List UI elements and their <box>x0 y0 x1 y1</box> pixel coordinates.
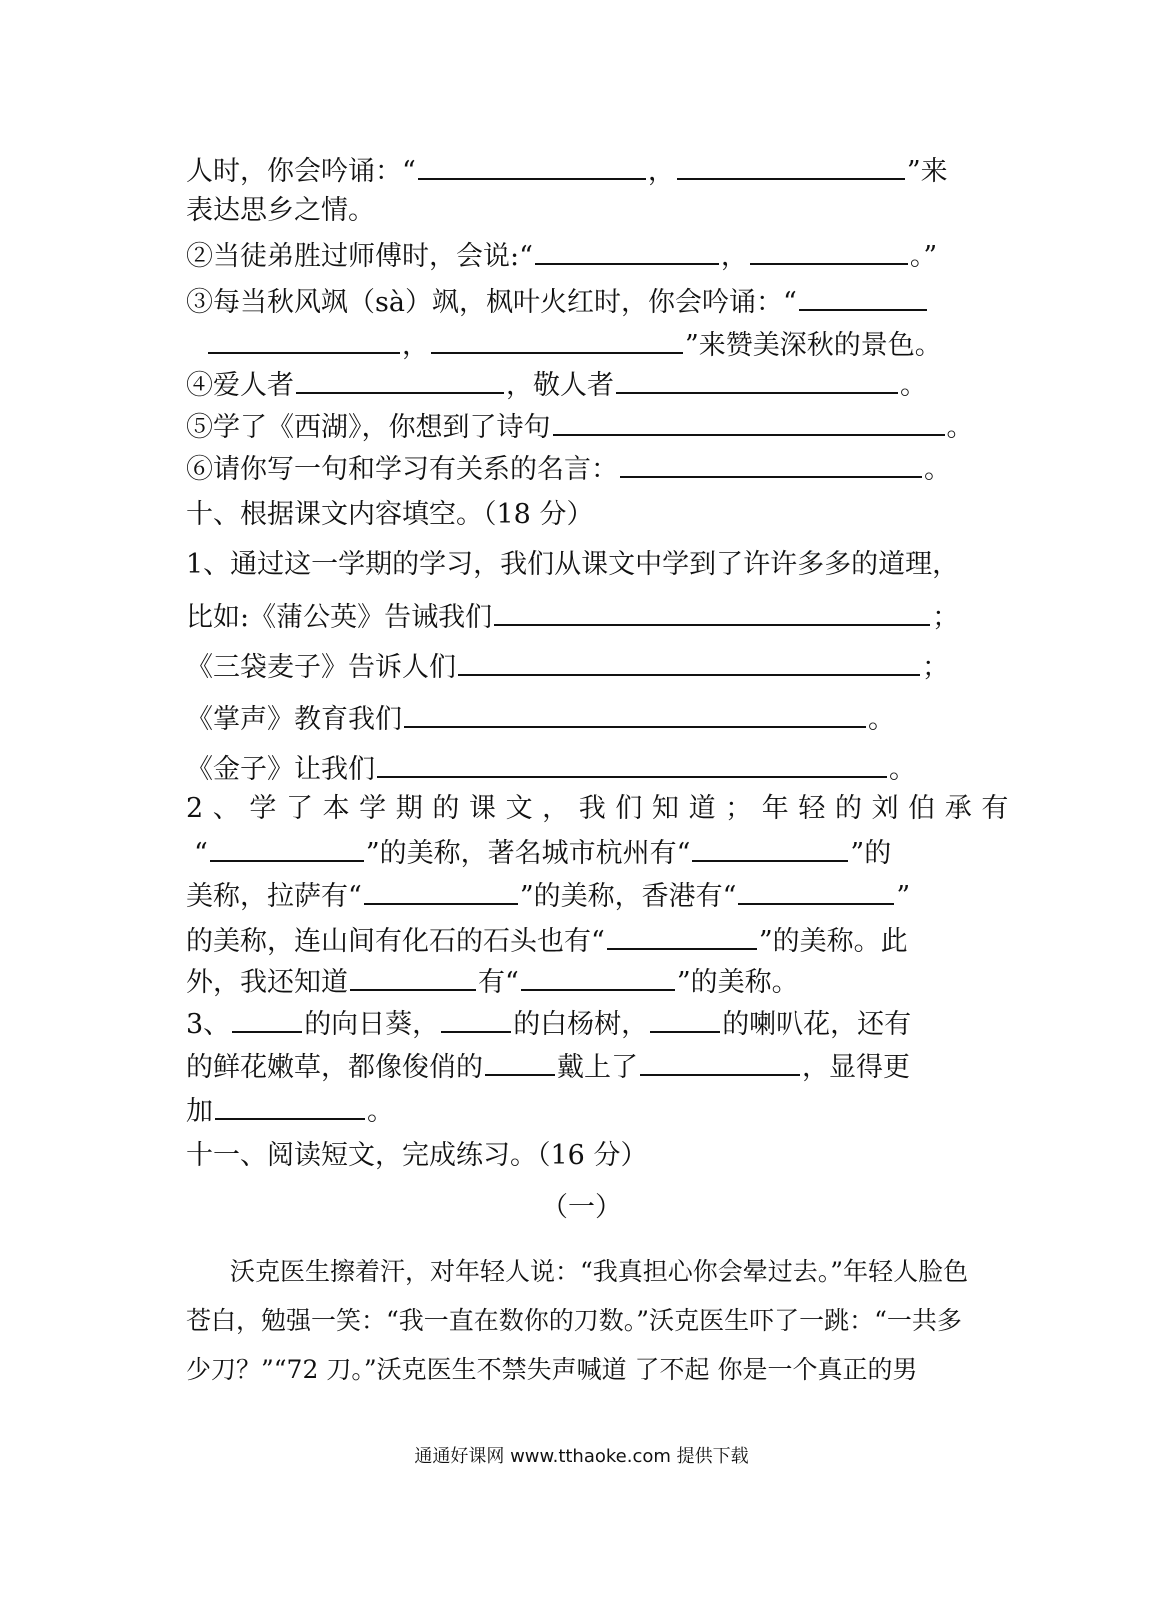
text: ⑤学了《西湖》，你想到了诗句 <box>186 412 551 443</box>
answer-blank[interactable] <box>692 834 848 862</box>
text: 的向日葵， <box>304 1009 440 1040</box>
answer-blank[interactable] <box>404 700 866 728</box>
answer-blank[interactable] <box>350 963 476 991</box>
text: ”来 <box>906 156 948 187</box>
text: ； <box>922 652 949 683</box>
text: 的白杨树， <box>513 1009 649 1040</box>
section-10-title: 十、根据课文内容填空。（18 分） <box>186 499 594 530</box>
p2-line-b <box>186 877 1163 913</box>
section-11-title: 十一、阅读短文，完成练习。（16 分） <box>186 1140 648 1171</box>
answer-blank[interactable] <box>750 237 908 265</box>
text: ”的美称，香港有“ <box>519 881 737 912</box>
text: 3、 <box>186 1009 231 1040</box>
text: 。 <box>900 370 927 401</box>
text: ” <box>896 881 911 912</box>
text: 。” <box>909 241 938 272</box>
text: ⑥请你写一句和学习有关系的名言： <box>186 454 618 485</box>
poem-line-2 <box>186 193 1163 229</box>
text: 《掌声》教育我们 <box>186 704 402 735</box>
question-3-cont <box>206 326 1163 362</box>
question-3 <box>186 283 1163 319</box>
text: ④爱人者 <box>186 370 294 401</box>
text: 的美称，连山间有化石的石头也有“ <box>186 926 605 957</box>
answer-blank[interactable] <box>485 1048 555 1076</box>
text: ”的美称，著名城市杭州有“ <box>365 838 691 869</box>
text: 。 <box>946 412 974 443</box>
footer-credit: 通通好课网 www.tthaoke.com 提供下载 <box>414 1446 749 1467</box>
answer-blank[interactable] <box>377 750 887 778</box>
question-6 <box>186 450 1163 486</box>
answer-blank[interactable] <box>616 366 898 394</box>
text: 加 <box>186 1096 213 1127</box>
answer-blank[interactable] <box>215 1092 365 1120</box>
answer-blank[interactable] <box>535 237 719 265</box>
answer-blank[interactable] <box>441 1005 511 1033</box>
p2-line-c <box>186 922 1163 958</box>
question-2 <box>186 237 1163 273</box>
p3-line-b <box>186 1048 1163 1084</box>
text: 外，我还知道 <box>186 967 348 998</box>
answer-blank[interactable] <box>799 283 927 311</box>
dandelion-line <box>186 598 1163 634</box>
text: 比如:《蒲公英》告诫我们 <box>186 602 493 633</box>
answer-blank[interactable] <box>620 450 922 478</box>
passage-line-3: 少刀？”“72 刀。”沃克医生不禁失声喊道 了不起 你是一个真正的男 <box>186 1355 918 1384</box>
answer-blank[interactable] <box>232 1005 302 1033</box>
text: ，敬人者 <box>506 370 614 401</box>
answer-blank[interactable] <box>210 834 364 862</box>
text: 《金子》让我们 <box>186 754 375 785</box>
text: 。 <box>924 454 951 485</box>
passage-number: （一） <box>541 1192 622 1223</box>
answer-blank[interactable] <box>553 408 945 436</box>
text: ， <box>402 330 429 361</box>
answer-blank[interactable] <box>521 963 675 991</box>
text: 。 <box>367 1096 394 1127</box>
answer-blank[interactable] <box>208 326 400 354</box>
text: 的喇叭花，还有 <box>722 1009 912 1040</box>
question-4 <box>186 366 1163 402</box>
answer-blank[interactable] <box>640 1048 800 1076</box>
text: ”的 <box>850 838 892 869</box>
text: ②当徒弟胜过师傅时，会说:“ <box>186 241 533 272</box>
text: ； <box>932 602 960 633</box>
text: 有“ <box>478 967 519 998</box>
text: 。 <box>868 704 895 735</box>
three-bags-line <box>186 648 1163 684</box>
text: ， <box>720 241 748 272</box>
text: 。 <box>889 754 916 785</box>
passage-line-1: 沃克医生擦着汗，对年轻人说：“我真担心你会晕过去。”年轻人脸色 <box>230 1257 969 1286</box>
applause-line <box>186 700 1163 736</box>
poem-line-1 <box>186 152 1163 188</box>
section-10-p2: 2、学了本学期的课文，我们知道；年轻的刘伯承有 <box>186 793 1018 824</box>
p2-line-d <box>186 963 1163 999</box>
answer-blank[interactable] <box>458 648 920 676</box>
p3-line-c <box>186 1092 1163 1128</box>
p3-line-a <box>186 1005 1163 1041</box>
answer-blank[interactable] <box>738 877 894 905</box>
text: ， <box>647 156 675 187</box>
question-5 <box>186 408 1163 444</box>
text: 表达思乡之情。 <box>186 195 375 226</box>
text: 的鲜花嫩草，都像俊俏的 <box>186 1052 483 1083</box>
answer-blank[interactable] <box>418 152 646 180</box>
text: 美称，拉萨有“ <box>186 881 362 912</box>
text: ”的美称。此 <box>758 926 908 957</box>
answer-blank[interactable] <box>296 366 504 394</box>
text: 《三袋麦子》告诉人们 <box>186 652 456 683</box>
answer-blank[interactable] <box>431 326 683 354</box>
p2-line-a <box>194 834 1163 870</box>
answer-blank[interactable] <box>650 1005 720 1033</box>
text: ”的美称。 <box>676 967 799 998</box>
text: ”来赞美深秋的景色。 <box>685 330 942 361</box>
gold-line <box>186 750 1163 786</box>
answer-blank[interactable] <box>364 877 518 905</box>
text: ，显得更 <box>802 1052 910 1083</box>
answer-blank[interactable] <box>607 922 757 950</box>
text: 人时，你会吟诵：“ <box>186 156 416 187</box>
answer-blank[interactable] <box>494 598 930 626</box>
text: “ <box>194 838 208 869</box>
answer-blank[interactable] <box>677 152 905 180</box>
text: ③每当秋风飒（sà）飒，枫叶火红时，你会吟诵：“ <box>186 287 797 318</box>
passage-line-2: 苍白，勉强一笑：“我一直在数你的刀数。”沃克医生吓了一跳：“一共多 <box>186 1306 962 1335</box>
section-10-p1: 1、通过这一学期的学习，我们从课文中学到了许许多多的道理， <box>186 549 960 580</box>
text: 戴上了 <box>557 1052 638 1083</box>
